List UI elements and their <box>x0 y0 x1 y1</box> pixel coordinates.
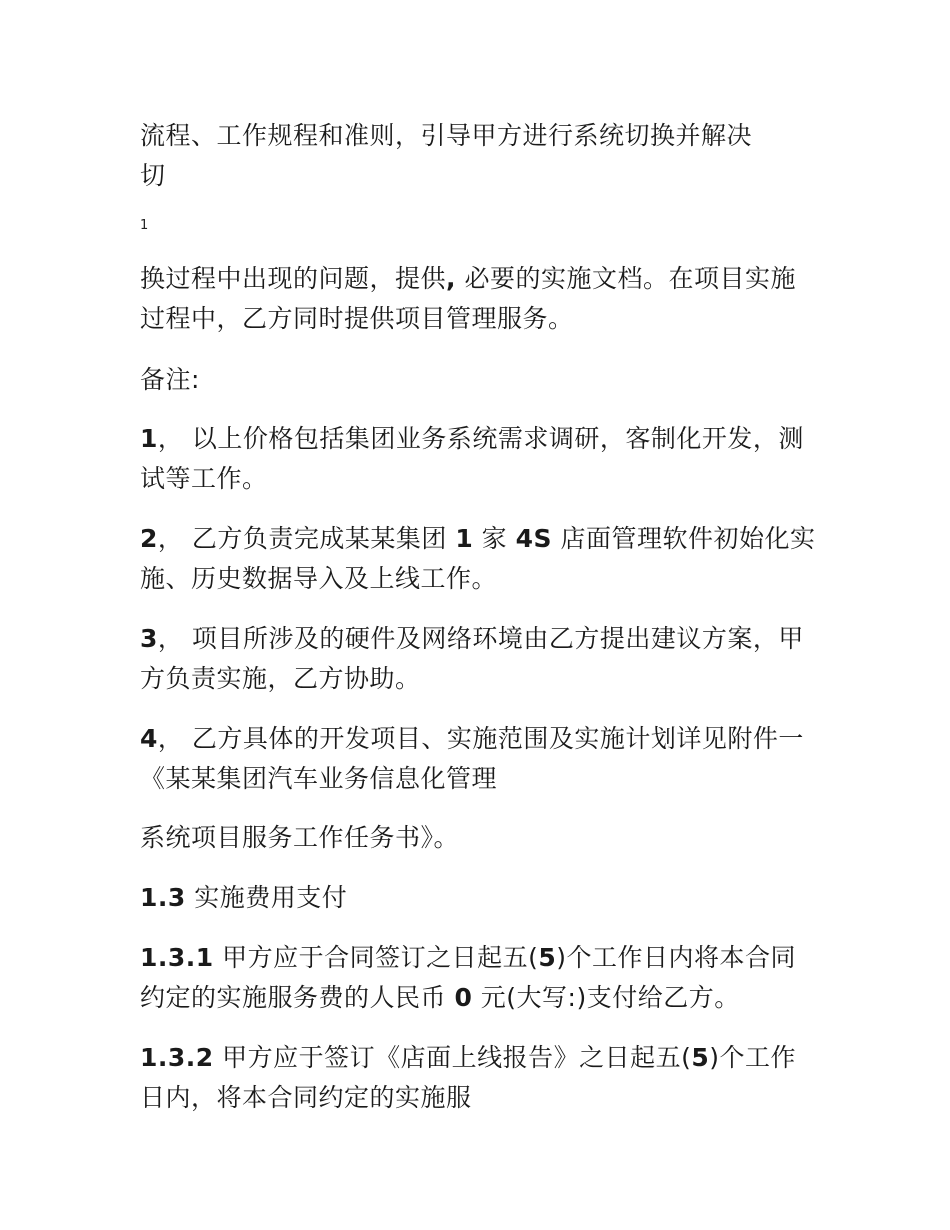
remark-bold-value: 1 <box>455 524 474 553</box>
section-bold-value: 5 <box>691 1043 710 1072</box>
paragraph-implementation <box>140 259 820 339</box>
remark-number: 4 <box>140 724 158 753</box>
page-number: 1 <box>140 218 149 233</box>
paragraph-line: 切 <box>140 161 166 190</box>
remark-item-1 <box>140 419 820 499</box>
remark-bold-value: 4S <box>515 524 553 553</box>
paragraph-line: 流程、工作规程和准则，引导甲方进行系统切换并解决 <box>140 121 753 150</box>
remark-number: 3 <box>140 624 158 653</box>
remarks-label: 备注: <box>140 365 200 394</box>
paragraph-comma: , <box>446 264 457 293</box>
remark-separator: ， <box>157 624 184 653</box>
remark-text: 以上价格包括集团业务系统需求调研，客制化开发，测试等工作。 <box>140 424 804 493</box>
remark-number: 1 <box>140 424 158 453</box>
remark-item-3 <box>140 619 820 699</box>
remark-item-4 <box>140 719 820 799</box>
section-text: 元(大写:)支付给乙方。 <box>472 983 740 1012</box>
remark-separator: ， <box>157 424 184 453</box>
section-heading-1-3 <box>140 878 820 918</box>
remark-separator: ， <box>157 524 184 553</box>
section-number: 1.3.1 <box>140 943 214 972</box>
remark-number: 2 <box>140 524 158 553</box>
remark-text: 店面管理软件初始化实施、历史数据导入及上线工作。 <box>140 524 816 593</box>
paragraph-text: 必要的实施文档。在项目实施过程中，乙方同时提供项目管理服务。 <box>140 264 796 333</box>
remark-text: 乙方具体的开发项目、实施范围及实施计划详见附件一《某某集团汽车业务信息化管理 <box>140 724 804 793</box>
section-1-3-1 <box>140 938 820 1018</box>
paragraph-continuation <box>140 116 820 196</box>
section-text: )个工作日内将本合同约定的实施服务费的人民币 <box>140 943 797 1012</box>
section-number: 1.3 <box>140 883 186 912</box>
remark-item-2 <box>140 519 820 599</box>
section-number: 1.3.2 <box>140 1043 214 1072</box>
section-text: )个工作日内，将本合同约定的实施服 <box>140 1043 797 1112</box>
section-text: 甲方应于签订《店面上线报告》之日起五( <box>213 1043 692 1072</box>
section-1-3-2 <box>140 1038 820 1118</box>
section-title: 实施费用支付 <box>185 883 348 912</box>
remark-item-4-continuation: 系统项目服务工作任务书》。 <box>140 823 460 852</box>
paragraph-text: 换过程中出现的问题，提供 <box>140 264 447 293</box>
section-bold-value: 0 <box>454 983 473 1012</box>
remark-text: 家 <box>473 524 516 553</box>
section-bold-value: 5 <box>538 943 557 972</box>
section-text: 甲方应于合同签订之日起五( <box>213 943 539 972</box>
remark-text: 项目所涉及的硬件及网络环境由乙方提出建议方案，甲方负责实施，乙方协助。 <box>140 624 804 693</box>
remark-text: 乙方负责完成某某集团 <box>183 524 456 553</box>
remark-separator: ， <box>157 724 184 753</box>
